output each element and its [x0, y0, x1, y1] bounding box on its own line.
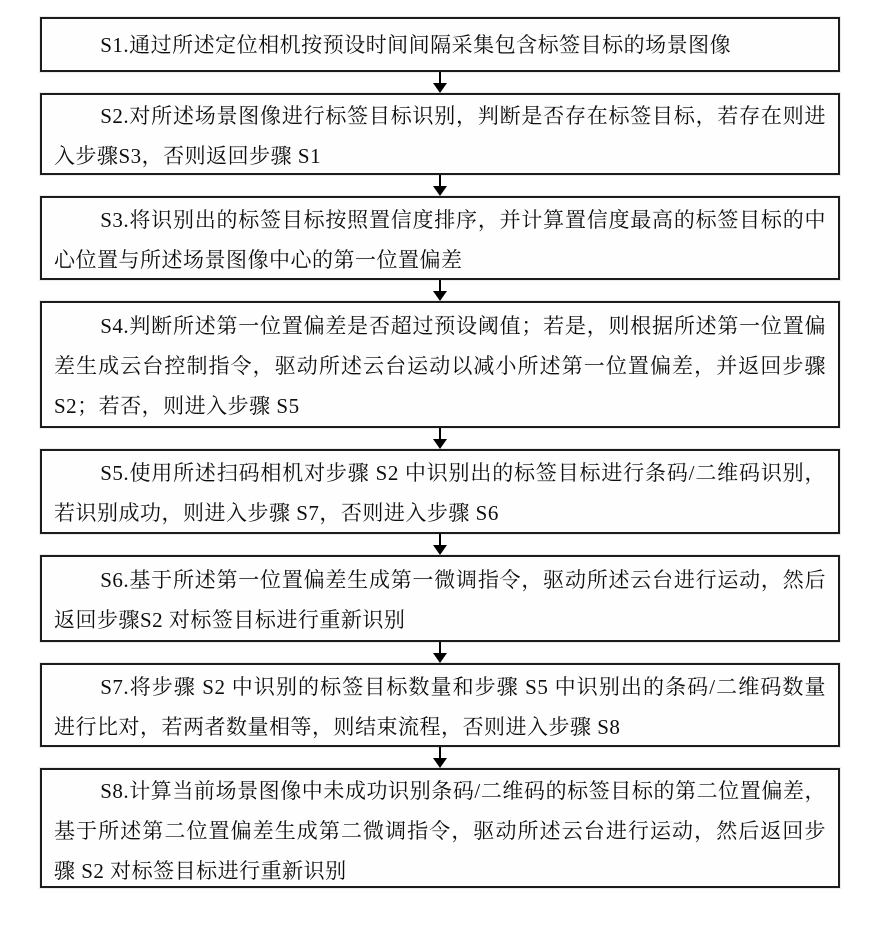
flow-step-s3: [40, 196, 840, 280]
flow-step-s5: [40, 449, 840, 534]
flow-step-s4: [40, 301, 840, 428]
flow-step-s8: [40, 768, 840, 888]
flowchart: [40, 17, 840, 888]
flow-step-s8-text: S8.计算当前场景图像中未成功识别条码/二维码的标签目标的第二位置偏差，基于所述第二位置偏差生成第二微调指令，驱动所述云台进行运动，然后返回步骤 S2 对标签目标进行重新识别: [54, 779, 826, 883]
flow-step-s1-text: S1.通过所述定位相机按预设时间间隔采集包含标签目标的场景图像: [100, 33, 732, 57]
arrow-head: [433, 439, 447, 449]
flow-step-s7: [40, 663, 840, 747]
down-arrow-icon: [40, 747, 840, 768]
arrow-head: [433, 653, 447, 663]
arrow-head: [433, 83, 447, 93]
flow-step-s7-text: S7.将步骤 S2 中识别的标签目标数量和步骤 S5 中识别出的条码/二维码数量进行比对，若两者数量相等，则结束流程，否则进入步骤 S8: [54, 675, 826, 739]
flow-step-s5-text: S5.使用所述扫码相机对步骤 S2 中识别出的标签目标进行条码/二维码识别，若识别成功，则进入步骤 S7，否则进入步骤 S6: [54, 461, 826, 525]
flow-step-s3-text: S3.将识别出的标签目标按照置信度排序，并计算置信度最高的标签目标的中心位置与所述场景图像中心的第一位置偏差: [54, 208, 826, 272]
arrow-head: [433, 545, 447, 555]
flow-step-s6: [40, 555, 840, 642]
down-arrow-icon: [40, 534, 840, 555]
down-arrow-icon: [40, 428, 840, 449]
flow-step-s2-text: S2.对所述场景图像进行标签目标识别，判断是否存在标签目标，若存在则进入步骤S3，否则返回步骤 S1: [54, 104, 826, 168]
arrow-head: [433, 186, 447, 196]
arrow-head: [433, 758, 447, 768]
down-arrow-icon: [40, 72, 840, 93]
flow-step-s1: [40, 17, 840, 72]
arrow-head: [433, 291, 447, 301]
flow-step-s6-text: S6.基于所述第一位置偏差生成第一微调指令，驱动所述云台进行运动，然后返回步骤S2 对标签目标进行重新识别: [54, 568, 826, 632]
flow-step-s4-text: S4.判断所述第一位置偏差是否超过预设阈值；若是，则根据所述第一位置偏差生成云台控制指令，驱动所述云台运动以减小所述第一位置偏差，并返回步骤 S2；若否，则进入步骤 S5: [54, 314, 826, 418]
down-arrow-icon: [40, 175, 840, 196]
down-arrow-icon: [40, 280, 840, 301]
flow-step-s2: [40, 93, 840, 175]
down-arrow-icon: [40, 642, 840, 663]
